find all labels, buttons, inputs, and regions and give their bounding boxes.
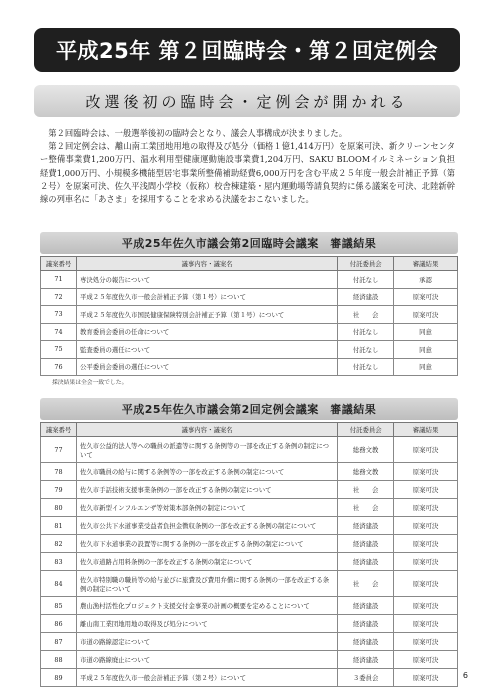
committee: 経済建設 — [338, 535, 394, 553]
bill-title: 佐久市下水道事業の設置等に関する条例の一部を改正する条例の制定について — [76, 535, 337, 553]
committee: 付託なし — [338, 341, 394, 359]
result: 承認 — [394, 271, 458, 289]
bill-title: 専決処分の報告について — [76, 271, 337, 289]
result: 原案可決 — [394, 481, 458, 499]
table-row — [41, 499, 458, 517]
subtitle-banner: 改選後初の臨時会・定例会が開かれる — [34, 85, 460, 117]
committee: 付託なし — [338, 358, 394, 376]
page-banner: 平成25年 第２回臨時会・第２回定例会 — [34, 28, 460, 72]
bill-title: 監査委員の選任について — [76, 341, 337, 359]
bill-title: 教育委員会委員の任命について — [76, 323, 337, 341]
bill-title: 佐久市公共下水道事業受益者負担金徴収条例の一部を改正する条例の制定について — [76, 517, 337, 535]
intro-paragraph-1: 第２回臨時会は、一般選挙後初の臨時会となり、議会人事構成が決まりました。 — [48, 128, 347, 138]
committee: 経済建設 — [338, 517, 394, 535]
section1-table — [40, 256, 458, 376]
table-row — [41, 669, 458, 687]
col-header-number: 議案番号 — [41, 257, 77, 271]
bill-number: 80 — [41, 499, 77, 517]
result: 原案可決 — [394, 571, 458, 597]
result: 原案可決 — [394, 615, 458, 633]
table-row — [41, 651, 458, 669]
bill-number: 85 — [41, 597, 77, 615]
bill-title: 佐久市特別職の職員等の給与並びに旅費及び費用弁償に関する条例の一部を改正する条例の制定について — [76, 571, 337, 597]
col-header-content: 議事内容・議案名 — [76, 257, 337, 271]
bill-title: 平成２５年度佐久市一般会計補正予算（第１号）について — [76, 288, 337, 306]
table-row — [41, 517, 458, 535]
result: 同意 — [394, 341, 458, 359]
bill-title: 離山南工業団地用地の取得及び処分について — [76, 615, 337, 633]
result: 原案可決 — [394, 306, 458, 324]
table-row — [41, 463, 458, 481]
bill-number: 78 — [41, 463, 77, 481]
committee: 経済建設 — [338, 553, 394, 571]
result: 原案可決 — [394, 463, 458, 481]
intro-text — [40, 127, 455, 206]
result: 原案可決 — [394, 517, 458, 535]
bill-number: 88 — [41, 651, 77, 669]
bill-number: 81 — [41, 517, 77, 535]
bill-title: 公平委員会委員の選任について — [76, 358, 337, 376]
bill-title: 佐久市新型インフルエンザ等対策本部条例の制定について — [76, 499, 337, 517]
bill-number: 83 — [41, 553, 77, 571]
committee: 総務文教 — [338, 463, 394, 481]
result: 原案可決 — [394, 633, 458, 651]
bill-number: 74 — [41, 323, 77, 341]
result: 原案可決 — [394, 597, 458, 615]
committee: 社 会 — [338, 481, 394, 499]
bill-number: 72 — [41, 288, 77, 306]
table-row — [41, 358, 458, 376]
table-row — [41, 323, 458, 341]
bill-title: 佐久市職員の給与に関する条例等の一部を改正する条例の制定について — [76, 463, 337, 481]
committee: 経済建設 — [338, 597, 394, 615]
committee: 総務文教 — [338, 437, 394, 463]
col-header-content: 議事内容・議案名 — [76, 423, 337, 437]
committee: ３委員会 — [338, 669, 394, 687]
bill-title: 佐久市道路占用料条例の一部を改正する条例の制定について — [76, 553, 337, 571]
bill-number: 82 — [41, 535, 77, 553]
committee: 経済建設 — [338, 633, 394, 651]
table-row — [41, 288, 458, 306]
section1-heading: 平成25年佐久市議会第2回臨時会議案 審議結果 — [40, 232, 458, 254]
bill-title: 佐久市手話技術支援事業条例の一部を改正する条例の制定について — [76, 481, 337, 499]
table-row — [41, 341, 458, 359]
table-row — [41, 437, 458, 463]
result: 原案可決 — [394, 437, 458, 463]
committee: 経済建設 — [338, 288, 394, 306]
intro-paragraph-2: 第２回定例会は、離山南工業団地用地の取得及び処分（価格１億1,414万円）を原案可決、新クリーンセンター整備事業費1,200万円、温水利用型健康運動施設事業費1,204万円、SAKU BLOOMイルミネーション負担経費1,000万円、小規模多機能型居宅事業所整備補助経費6,000万円を含む平成２５年度一般会計補正予算（第２号）を原案可決、佐久平浅間小学校（仮称）校舎棟建築・屋内運動場等請負契約に係る議案を可決、北陸新幹線の列車名に「あさま」を採用することを求める決議をおこないました。 — [40, 141, 455, 205]
page-number: 6 — [462, 671, 468, 680]
table-row — [41, 481, 458, 499]
col-header-committee: 付託委員会 — [338, 257, 394, 271]
result: 原案可決 — [394, 669, 458, 687]
committee: 社 会 — [338, 306, 394, 324]
bill-number: 77 — [41, 437, 77, 463]
result: 原案可決 — [394, 499, 458, 517]
bill-title: 市道の路線廃止について — [76, 651, 337, 669]
bill-title: 市道の路線認定について — [76, 633, 337, 651]
committee: 経済建設 — [338, 651, 394, 669]
result: 同意 — [394, 323, 458, 341]
committee: 付託なし — [338, 271, 394, 289]
committee: 付託なし — [338, 323, 394, 341]
bill-title: 平成２５年度佐久市国民健康保険特別会計補正予算（第１号）について — [76, 306, 337, 324]
vote-note: 採決結果は全会一致でした。 — [52, 380, 128, 386]
col-header-result: 審議結果 — [394, 423, 458, 437]
bill-number: 71 — [41, 271, 77, 289]
table-row — [41, 615, 458, 633]
bill-number: 73 — [41, 306, 77, 324]
bill-number: 75 — [41, 341, 77, 359]
bill-title: 農山漁村活性化プロジェクト支援交付金事業の計画の概要を定めることについて — [76, 597, 337, 615]
bill-title: 平成２５年度佐久市一般会計補正予算（第２号）について — [76, 669, 337, 687]
col-header-number: 議案番号 — [41, 423, 77, 437]
table-row — [41, 553, 458, 571]
committee: 社 会 — [338, 571, 394, 597]
committee: 社 会 — [338, 499, 394, 517]
bill-number: 84 — [41, 571, 77, 597]
result: 原案可決 — [394, 651, 458, 669]
table-row — [41, 571, 458, 597]
section2-heading: 平成25年佐久市議会第2回定例会議案 審議結果 — [40, 398, 458, 420]
result: 同意 — [394, 358, 458, 376]
result: 原案可決 — [394, 535, 458, 553]
bill-number: 79 — [41, 481, 77, 499]
table-row — [41, 271, 458, 289]
committee: 経済建設 — [338, 615, 394, 633]
bill-number: 87 — [41, 633, 77, 651]
bill-number: 89 — [41, 669, 77, 687]
table-row — [41, 535, 458, 553]
bill-number: 76 — [41, 358, 77, 376]
table-row — [41, 633, 458, 651]
table-row — [41, 597, 458, 615]
table-row — [41, 306, 458, 324]
col-header-committee: 付託委員会 — [338, 423, 394, 437]
result: 原案可決 — [394, 288, 458, 306]
col-header-result: 審議結果 — [394, 257, 458, 271]
bill-title: 佐久市公益的法人等への職員の派遣等に関する条例等の一部を改正する条例の制定について — [76, 437, 337, 463]
section2-table — [40, 422, 458, 687]
bill-number: 86 — [41, 615, 77, 633]
result: 原案可決 — [394, 553, 458, 571]
